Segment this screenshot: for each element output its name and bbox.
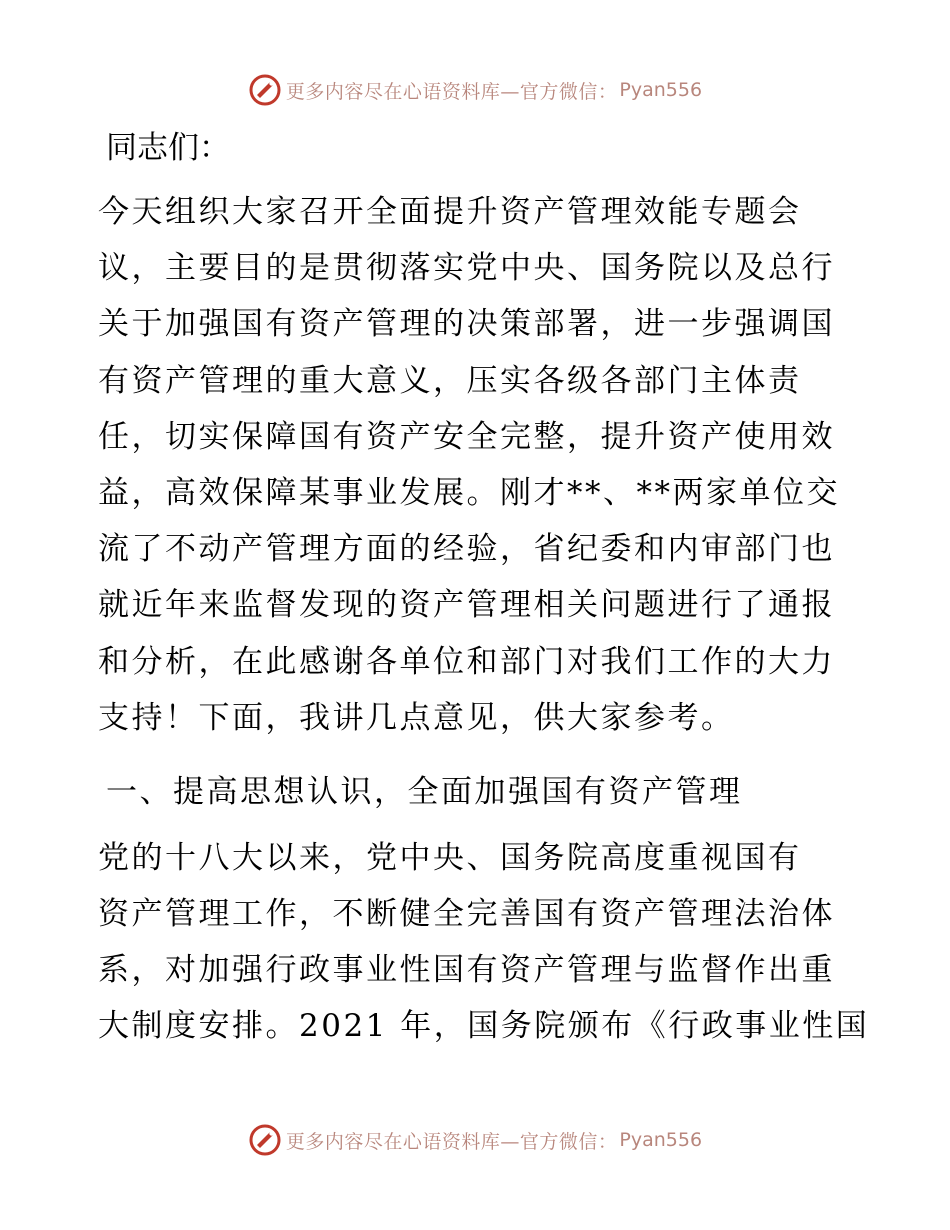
paragraph-line: 任，切实保障国有资产安全完整，提升资产使用效 <box>98 418 835 455</box>
footer-watermark <box>0 1120 950 1160</box>
paragraph-line: 资产管理工作，不断健全完善国有资产管理法治体 <box>98 896 835 933</box>
section-heading-1: 一、提高思想认识，全面加强国有资产管理 <box>106 773 743 810</box>
paragraph-line: 党的十八大以来，党中央、国务院高度重视国有 <box>98 839 802 876</box>
paragraph-line: 流了不动产管理方面的经验，省纪委和内审部门也 <box>98 531 835 568</box>
paragraph-line: 和分析，在此感谢各单位和部门对我们工作的大力 <box>98 643 835 680</box>
paragraph-line: 有资产管理的重大意义，压实各级各部门主体责 <box>98 362 802 399</box>
logo-icon <box>248 1123 282 1157</box>
logo-icon <box>248 73 282 107</box>
watermark-text: 更多内容尽在心语资料库—官方微信： <box>285 1130 618 1153</box>
paragraph-line: 支持！下面，我讲几点意见，供大家参考。 <box>98 699 735 736</box>
watermark-wechat-id: Pyan556 <box>619 1129 703 1151</box>
watermark-wechat-id: Pyan556 <box>619 79 703 101</box>
paragraph-line: 今天组织大家召开全面提升资产管理效能专题会 <box>98 194 802 230</box>
paragraph-line: 系，对加强行政事业性国有资产管理与监督作出重 <box>98 952 835 989</box>
paragraph-line: 关于加强国有资产管理的决策部署，进一步强调国 <box>98 306 835 343</box>
paragraph-1 <box>98 184 858 746</box>
paragraph-line: 大制度安排。2021 年，国务院颁布《行政事业性国 <box>98 1008 870 1045</box>
greeting: 同志们： <box>106 130 230 166</box>
paragraph-2 <box>98 830 870 1055</box>
paragraph-line: 就近年来监督发现的资产管理相关问题进行了通报 <box>98 587 835 624</box>
document-body <box>98 120 870 1055</box>
header-watermark <box>0 70 950 110</box>
paragraph-line: 益，高效保障某事业发展。刚才**、**两家单位交 <box>98 474 840 511</box>
paragraph-line: 议，主要目的是贯彻落实党中央、国务院以及总行 <box>98 250 835 287</box>
watermark-text: 更多内容尽在心语资料库—官方微信： <box>285 80 618 103</box>
